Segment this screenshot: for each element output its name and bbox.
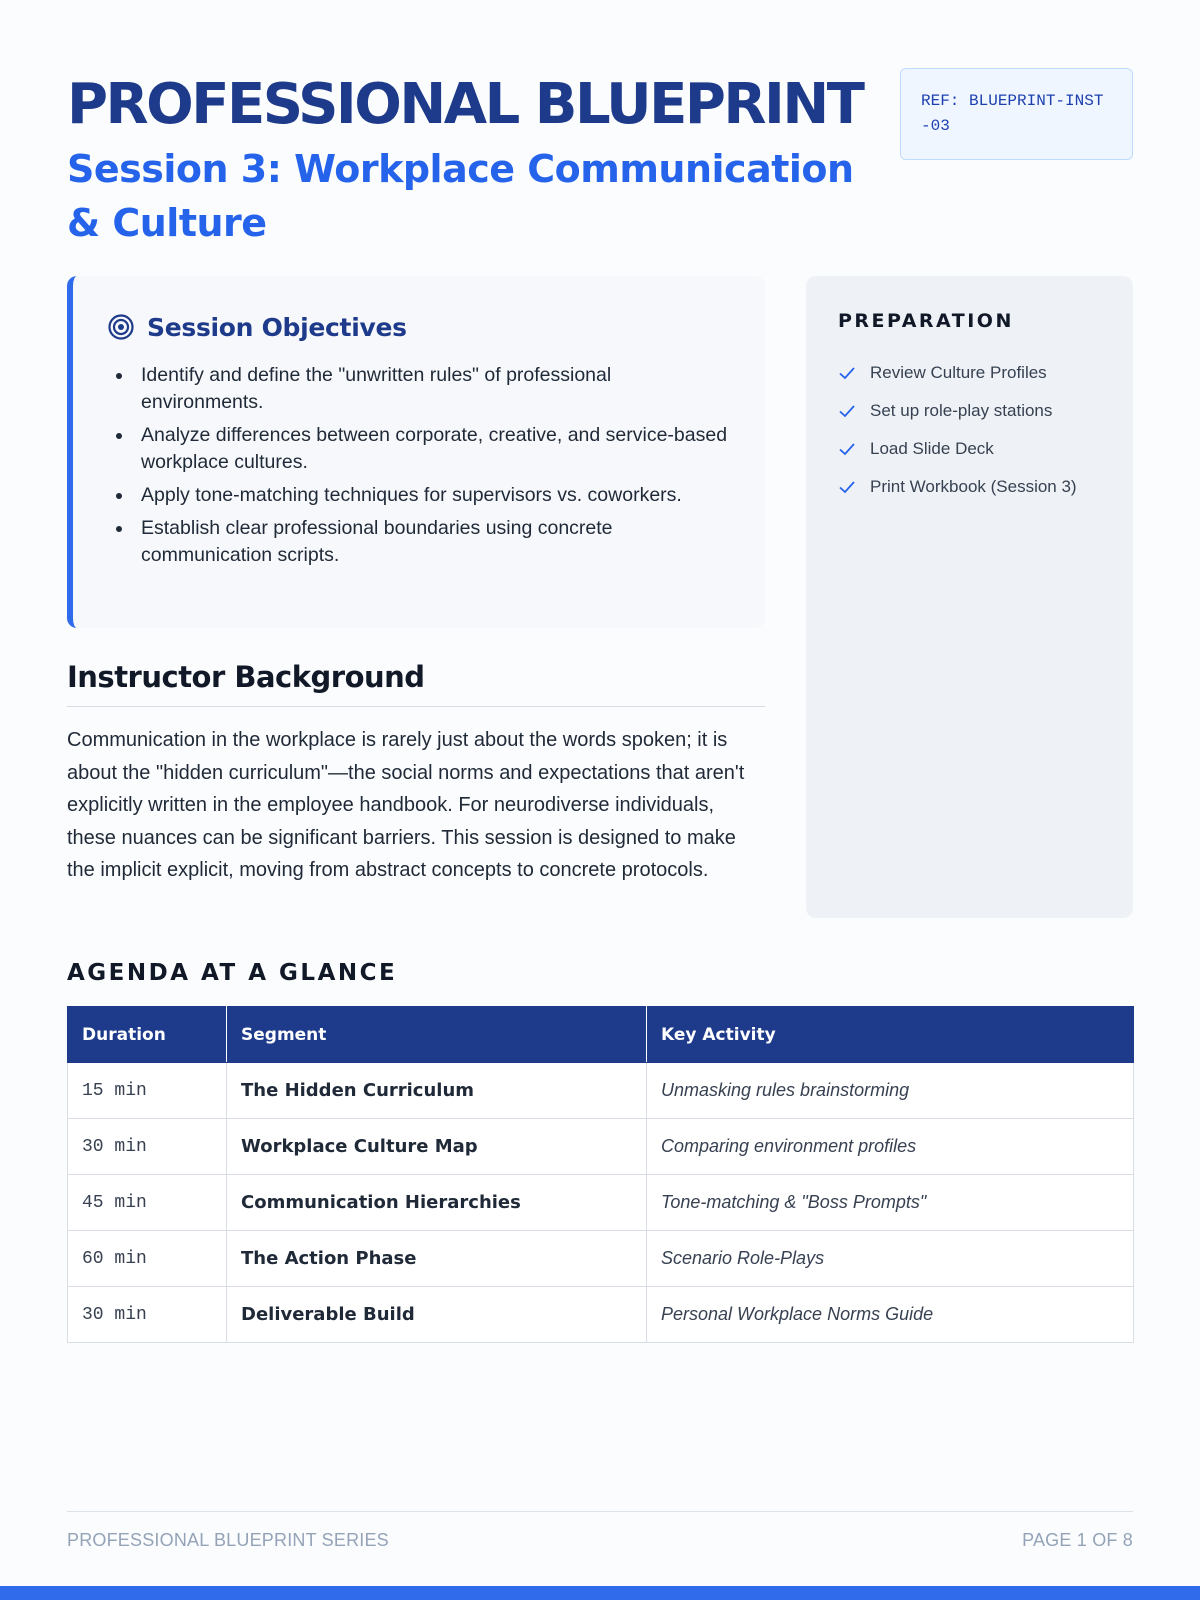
- objective-item: Analyze differences between corporate, creative, and service-based workplace cultures.: [107, 422, 735, 476]
- target-icon: [107, 313, 135, 341]
- page-title: PROFESSIONAL BLUEPRINT: [67, 72, 863, 137]
- page-subtitle: Session 3: Workplace Communication & Culture: [67, 147, 854, 245]
- checklist-item: [838, 430, 1101, 468]
- preparation-title: PREPARATION: [838, 310, 1014, 332]
- footer-page-number: PAGE 1 OF 8: [1022, 1530, 1133, 1550]
- objective-item: Establish clear professional boundaries using concrete communication scripts.: [107, 515, 735, 569]
- table-row: [68, 1231, 1134, 1287]
- check-icon: [838, 364, 856, 382]
- segment-cell: The Action Phase: [227, 1231, 647, 1287]
- document-header: [67, 70, 1133, 250]
- duration-cell: 30 min: [68, 1119, 227, 1175]
- activity-cell: Personal Workplace Norms Guide: [647, 1287, 1134, 1343]
- table-row: [68, 1287, 1134, 1343]
- checklist-label: Load Slide Deck: [870, 439, 994, 458]
- check-icon: [838, 402, 856, 420]
- footer-series-label: PROFESSIONAL BLUEPRINT SERIES: [67, 1530, 389, 1550]
- duration-cell: 45 min: [68, 1175, 227, 1231]
- table-row: [68, 1119, 1134, 1175]
- activity-cell: Tone-matching & "Boss Prompts": [647, 1175, 1134, 1231]
- duration-cell: 30 min: [68, 1287, 227, 1343]
- agenda-table: [67, 1006, 1134, 1343]
- objective-item: Apply tone-matching techniques for supervisors vs. coworkers.: [107, 482, 735, 509]
- agenda-heading: AGENDA AT A GLANCE: [67, 960, 398, 986]
- objectives-header: [107, 310, 735, 344]
- activity-cell: Scenario Role-Plays: [647, 1231, 1134, 1287]
- checklist-item: [838, 468, 1101, 506]
- preparation-checklist: [838, 354, 1101, 506]
- table-row: [68, 1175, 1134, 1231]
- agenda-header-row: [68, 1007, 1134, 1063]
- instructor-background-text: Communication in the workplace is rarely just about the words spoken; it is about the "hidden curriculum"—the social norms and expectations that aren't explicitly written in the employee handbook. For neurodiverse individuals, these nuances can be significant barriers. This session is designed to make the implicit explicit, moving from abstract concepts to concrete protocols.: [67, 729, 745, 882]
- segment-cell: Communication Hierarchies: [227, 1175, 647, 1231]
- column-header-duration: Duration: [68, 1007, 227, 1063]
- table-row: [68, 1063, 1134, 1119]
- objective-item: Identify and define the "unwritten rules" of professional environments.: [107, 362, 735, 416]
- checklist-label: Set up role-play stations: [870, 401, 1053, 420]
- check-icon: [838, 440, 856, 458]
- checklist-item: [838, 392, 1101, 430]
- segment-cell: Deliverable Build: [227, 1287, 647, 1343]
- instructor-background-heading: Instructor Background: [67, 660, 765, 707]
- duration-cell: 15 min: [68, 1063, 227, 1119]
- column-header-segment: Segment: [227, 1007, 647, 1063]
- reference-code-box: REF: BLUEPRINT-INST-03: [900, 68, 1133, 160]
- footer-divider: [67, 1511, 1133, 1512]
- column-header-activity: Key Activity: [647, 1007, 1134, 1063]
- objectives-title: Session Objectives: [147, 312, 407, 342]
- checklist-item: [838, 354, 1101, 392]
- preparation-panel: [806, 276, 1133, 918]
- bottom-accent-bar: [0, 1586, 1200, 1600]
- checklist-label: Print Workbook (Session 3): [870, 477, 1077, 496]
- activity-cell: Unmasking rules brainstorming: [647, 1063, 1134, 1119]
- session-objectives-card: [67, 276, 765, 628]
- segment-cell: The Hidden Curriculum: [227, 1063, 647, 1119]
- segment-cell: Workplace Culture Map: [227, 1119, 647, 1175]
- objectives-list: [107, 362, 735, 569]
- checklist-label: Review Culture Profiles: [870, 363, 1047, 382]
- check-icon: [838, 478, 856, 496]
- duration-cell: 60 min: [68, 1231, 227, 1287]
- activity-cell: Comparing environment profiles: [647, 1119, 1134, 1175]
